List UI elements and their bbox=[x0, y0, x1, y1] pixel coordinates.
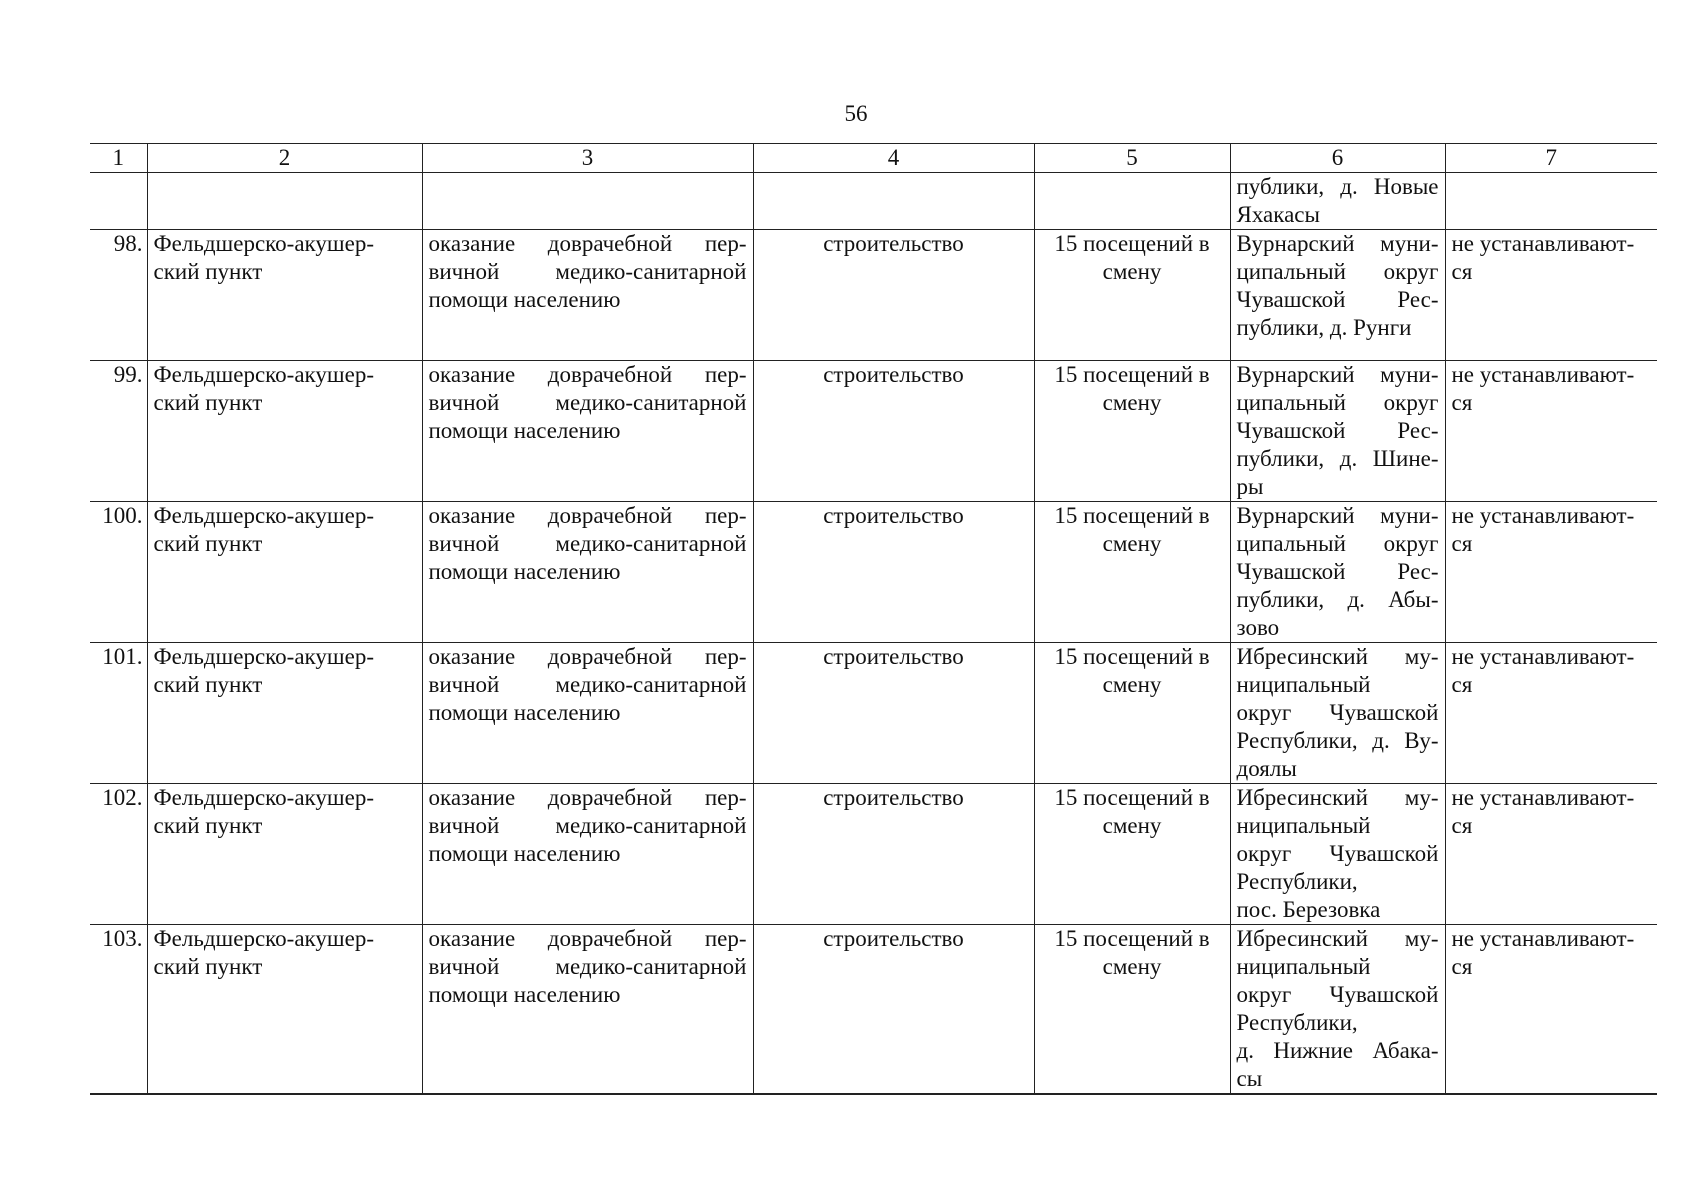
purpose-line: помощи населению bbox=[428, 418, 621, 443]
location-line: Республики, bbox=[1236, 869, 1358, 894]
empty-cell bbox=[1445, 173, 1657, 230]
location-line: Ибресинский му- bbox=[1236, 644, 1439, 669]
capacity-cell: 15 посещений в смену bbox=[1034, 784, 1230, 925]
location-line: Ибресинский му- bbox=[1236, 926, 1439, 951]
column-number-cell: 5 bbox=[1034, 144, 1230, 173]
location-cell bbox=[1230, 361, 1445, 502]
object-name-cell: Фельдшерско-акушер-ский пункт bbox=[147, 643, 422, 784]
zones-cell: не устанавливают-ся bbox=[1445, 925, 1657, 1095]
location-line: Яхакасы bbox=[1236, 202, 1320, 227]
row-number-cell: 98. bbox=[90, 230, 147, 361]
location-line: пос. Березовка bbox=[1236, 897, 1381, 922]
purpose-cell bbox=[422, 230, 753, 361]
empty-cell bbox=[753, 173, 1034, 230]
location-line: ципальный округ bbox=[1236, 390, 1439, 415]
location-line: зово bbox=[1236, 615, 1280, 640]
location-line: публики, д. Рунги bbox=[1236, 315, 1412, 340]
column-number-cell: 6 bbox=[1230, 144, 1445, 173]
location-line: публики, д. Абы- bbox=[1236, 587, 1439, 612]
table-row bbox=[90, 502, 1657, 643]
location-line: сы bbox=[1236, 1066, 1263, 1091]
location-line: Чувашской Рес- bbox=[1236, 559, 1439, 584]
capacity-cell: 15 посещений в смену bbox=[1034, 361, 1230, 502]
action-cell: строительство bbox=[753, 784, 1034, 925]
empty-cell bbox=[90, 173, 147, 230]
purpose-line: оказание доврачебной пер- bbox=[428, 644, 747, 669]
location-line: Республики, bbox=[1236, 1010, 1358, 1035]
location-line: Вурнарский муни- bbox=[1236, 231, 1439, 256]
location-line: округ Чувашской bbox=[1236, 700, 1439, 725]
location-cell bbox=[1230, 173, 1445, 230]
purpose-line: оказание доврачебной пер- bbox=[428, 785, 747, 810]
location-line: ципальный округ bbox=[1236, 259, 1439, 284]
object-name-cell: Фельдшерско-акушер-ский пункт bbox=[147, 502, 422, 643]
location-line: Вурнарский муни- bbox=[1236, 503, 1439, 528]
column-number-cell: 2 bbox=[147, 144, 422, 173]
zones-cell: не устанавливают-ся bbox=[1445, 784, 1657, 925]
purpose-line: оказание доврачебной пер- bbox=[428, 503, 747, 528]
location-line: ниципальный bbox=[1236, 813, 1371, 838]
location-line: Чувашской Рес- bbox=[1236, 418, 1439, 443]
row-number-cell: 99. bbox=[90, 361, 147, 502]
purpose-line: вичной медико-санитарной bbox=[428, 259, 747, 284]
column-number-cell: 4 bbox=[753, 144, 1034, 173]
purpose-line: помощи населению bbox=[428, 287, 621, 312]
zones-cell: не устанавливают-ся bbox=[1445, 361, 1657, 502]
action-cell: строительство bbox=[753, 925, 1034, 1095]
purpose-line: помощи населению bbox=[428, 700, 621, 725]
object-name-cell: Фельдшерско-акушер-ский пункт bbox=[147, 925, 422, 1095]
object-name-cell: Фельдшерско-акушер-ский пункт bbox=[147, 784, 422, 925]
location-cell bbox=[1230, 502, 1445, 643]
row-number-cell: 102. bbox=[90, 784, 147, 925]
location-line: Вурнарский муни- bbox=[1236, 362, 1439, 387]
purpose-line: помощи населению bbox=[428, 841, 621, 866]
row-number-cell: 100. bbox=[90, 502, 147, 643]
zones-cell: не устанавливают-ся bbox=[1445, 502, 1657, 643]
zones-cell: не устанавливают-ся bbox=[1445, 643, 1657, 784]
location-line: округ Чувашской bbox=[1236, 982, 1439, 1007]
object-name-cell: Фельдшерско-акушер-ский пункт bbox=[147, 361, 422, 502]
location-line: ниципальный bbox=[1236, 954, 1371, 979]
purpose-line: вичной медико-санитарной bbox=[428, 954, 747, 979]
purpose-cell bbox=[422, 784, 753, 925]
capacity-cell: 15 посещений в смену bbox=[1034, 925, 1230, 1095]
purpose-line: оказание доврачебной пер- bbox=[428, 231, 747, 256]
purpose-cell bbox=[422, 925, 753, 1095]
row-number-cell: 101. bbox=[90, 643, 147, 784]
purpose-cell bbox=[422, 502, 753, 643]
table-row bbox=[90, 643, 1657, 784]
purpose-line: вичной медико-санитарной bbox=[428, 813, 747, 838]
location-cell bbox=[1230, 784, 1445, 925]
table-row bbox=[90, 361, 1657, 502]
purpose-line: оказание доврачебной пер- bbox=[428, 362, 747, 387]
column-number-cell: 1 bbox=[90, 144, 147, 173]
location-line: Чувашской Рес- bbox=[1236, 287, 1439, 312]
action-cell: строительство bbox=[753, 361, 1034, 502]
purpose-cell bbox=[422, 361, 753, 502]
objects-table bbox=[90, 143, 1657, 1095]
column-number-cell: 3 bbox=[422, 144, 753, 173]
column-number-row bbox=[90, 144, 1657, 173]
table-row bbox=[90, 925, 1657, 1095]
location-cell bbox=[1230, 230, 1445, 361]
empty-cell bbox=[422, 173, 753, 230]
purpose-line: помощи населению bbox=[428, 982, 621, 1007]
action-cell: строительство bbox=[753, 230, 1034, 361]
location-line: ципальный округ bbox=[1236, 531, 1439, 556]
table-row bbox=[90, 784, 1657, 925]
location-cell bbox=[1230, 643, 1445, 784]
page-number: 56 bbox=[844, 101, 868, 126]
column-number-cell: 7 bbox=[1445, 144, 1657, 173]
location-line: д. Нижние Абака- bbox=[1236, 1038, 1439, 1063]
capacity-cell: 15 посещений в смену bbox=[1034, 643, 1230, 784]
continuation-row bbox=[90, 173, 1657, 230]
capacity-cell: 15 посещений в смену bbox=[1034, 230, 1230, 361]
object-name-cell: Фельдшерско-акушер-ский пункт bbox=[147, 230, 422, 361]
location-line: округ Чувашской bbox=[1236, 841, 1439, 866]
location-line: Ибресинский му- bbox=[1236, 785, 1439, 810]
purpose-line: вичной медико-санитарной bbox=[428, 531, 747, 556]
purpose-line: помощи населению bbox=[428, 559, 621, 584]
table-body bbox=[90, 144, 1657, 1095]
row-number-cell: 103. bbox=[90, 925, 147, 1095]
action-cell: строительство bbox=[753, 643, 1034, 784]
location-line: публики, д. Шине- bbox=[1236, 446, 1439, 471]
empty-cell bbox=[1034, 173, 1230, 230]
location-line: Республики, д. Ву- bbox=[1236, 728, 1439, 753]
location-line: публики, д. Новые bbox=[1236, 174, 1439, 199]
table-row bbox=[90, 230, 1657, 361]
zones-cell: не устанавливают-ся bbox=[1445, 230, 1657, 361]
location-line: ниципальный bbox=[1236, 672, 1371, 697]
purpose-line: оказание доврачебной пер- bbox=[428, 926, 747, 951]
purpose-line: вичной медико-санитарной bbox=[428, 390, 747, 415]
location-line: доялы bbox=[1236, 756, 1297, 781]
location-line: ры bbox=[1236, 474, 1264, 499]
capacity-cell: 15 посещений в смену bbox=[1034, 502, 1230, 643]
purpose-line: вичной медико-санитарной bbox=[428, 672, 747, 697]
location-cell bbox=[1230, 925, 1445, 1095]
purpose-cell bbox=[422, 643, 753, 784]
empty-cell bbox=[147, 173, 422, 230]
action-cell: строительство bbox=[753, 502, 1034, 643]
